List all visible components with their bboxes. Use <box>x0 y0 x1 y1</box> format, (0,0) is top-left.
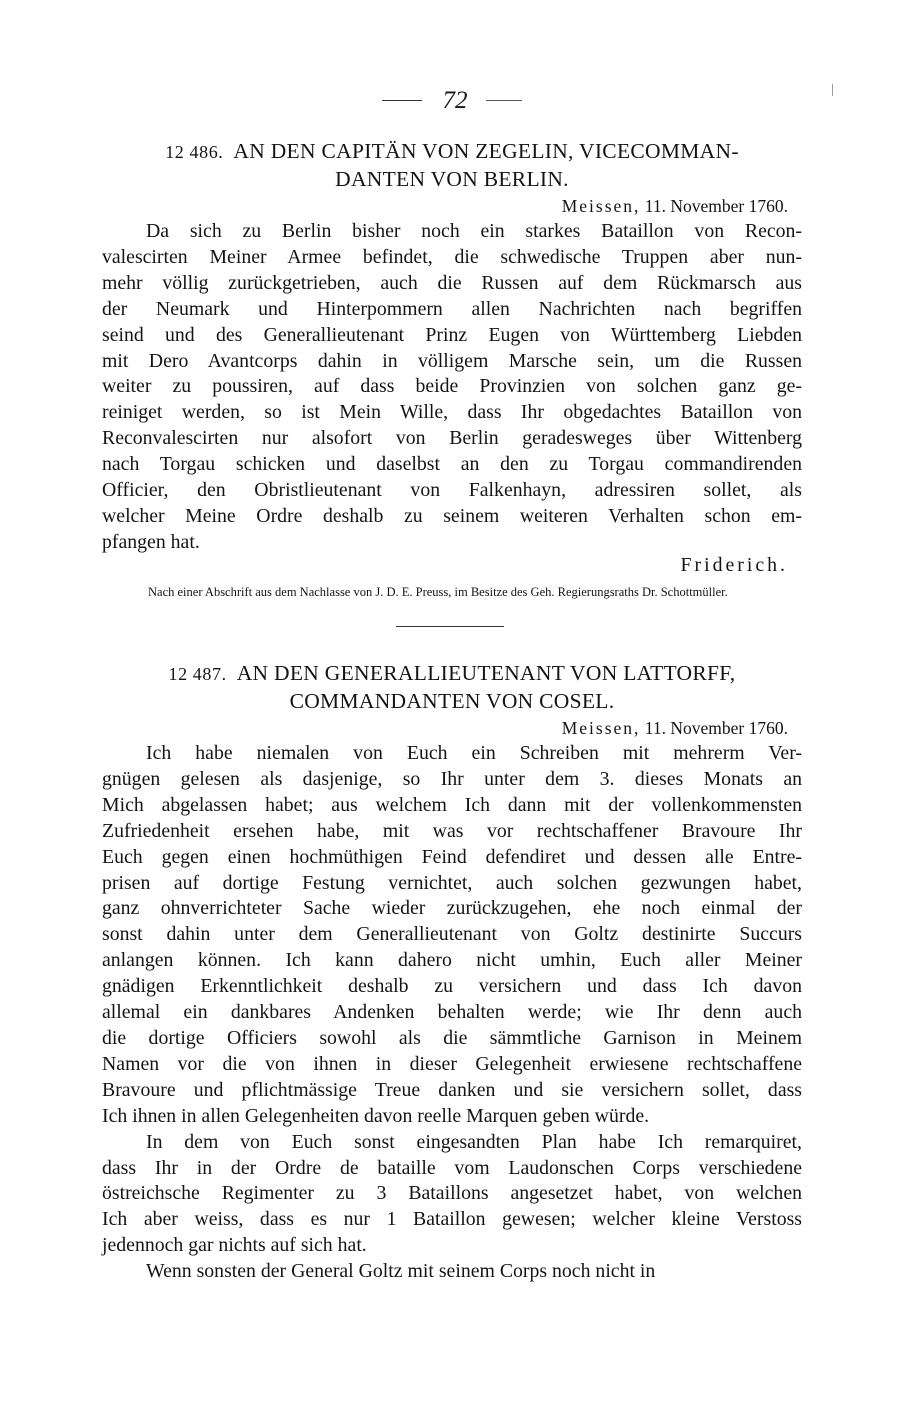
header-rule-left <box>382 100 422 101</box>
source-note: Nach einer Abschrift aus dem Nachlasse von J. D. E. Preuss, im Besitze des Geh. Regierungsraths Dr. Schottmüller. <box>148 584 728 599</box>
header-rule-right <box>486 100 522 101</box>
heading-line <box>102 138 802 166</box>
letter-number: 12 487. <box>168 664 227 684</box>
text-line: Ich ihnen in allen Gelegenheiten davon reelle Marquen geben würde. <box>102 1104 650 1127</box>
page-header <box>0 84 900 118</box>
text-line: gnügen gelesen als dasjenige, so Ihr unter dem 3. dieses Monats an <box>102 767 802 790</box>
text-line: Officier, den Obristlieutenant von Falkenhayn, adressiren sollet, als <box>102 479 802 502</box>
text-line: Ich habe niemalen von Euch ein Schreiben mit mehrerm Ver- <box>146 742 802 764</box>
section-divider <box>396 626 504 627</box>
dateline <box>102 715 788 741</box>
date: 11. November 1760. <box>644 718 788 738</box>
text-line: gnädigen Erkenntlichkeit deshalb zu versichern und dass Ich davon <box>102 975 802 998</box>
page-number: 72 <box>442 87 468 114</box>
text-line: Namen vor die von ihnen in dieser Gelegenheit erwiesene rechtschaffene <box>102 1052 802 1075</box>
text-line: jedennoch gar nichts auf sich hat. <box>102 1234 367 1257</box>
margin-mark <box>832 84 833 96</box>
text-line: In dem von Euch sonst eingesandten Plan habe Ich remarquiret, <box>146 1130 802 1153</box>
text-line: prisen auf dortige Festung vernichtet, auch solchen gezwungen habet, <box>102 871 802 894</box>
letter-body <box>102 219 802 556</box>
text-line: Reconvalescirten nur alsofort von Berlin geradesweges über Wittenberg <box>102 427 802 450</box>
heading-line <box>102 660 802 688</box>
letter-12486 <box>102 138 802 600</box>
place: Meissen, <box>561 196 641 216</box>
text-line: Da sich zu Berlin bisher noch ein starkes Bataillon von Recon- <box>146 220 802 242</box>
text-line: dass Ihr in der Ordre de bataille vom Laudonschen Corps verschiedene <box>102 1156 802 1179</box>
letter-number: 12 486. <box>165 142 224 162</box>
text-line: mehr völlig zurückgetrieben, auch die Russen auf dem Rückmarsch aus <box>102 271 802 294</box>
text-line: Wenn sonsten der General Goltz mit seinem Corps noch nicht in <box>146 1260 656 1283</box>
text-line: anlangen können. Ich kann dahero nicht umhin, Euch aller Meiner <box>102 949 802 972</box>
place: Meissen, <box>561 718 641 738</box>
text-line: valescirten Meiner Armee befindet, die schwedische Truppen aber nun- <box>102 245 802 268</box>
text-line: seind und des Generallieutenant Prinz Eugen von Württemberg Liebden <box>102 323 802 346</box>
text-line: Bravoure und pflichtmässige Treue danken und sie versichern sollet, dass <box>102 1078 802 1101</box>
heading-text: AN DEN CAPITÄN VON ZEGELIN, VICECOMMAN- <box>233 139 739 163</box>
text-line: pfangen hat. <box>102 530 200 553</box>
letter-12487 <box>102 660 802 1285</box>
text-line: sonst dahin unter dem Generallieutenant von Goltz destinirte Succurs <box>102 923 802 946</box>
text-line: die dortige Officiers sowohl als die sämmtliche Garnison in Meinem <box>102 1026 802 1049</box>
text-line: ganz ohnverrichteter Sache wieder zurückzugehen, ehe noch einmal der <box>102 897 802 920</box>
text-line: weiter zu poussiren, auf dass beide Provinzien von solchen ganz ge- <box>102 375 802 398</box>
heading-line: DANTEN VON BERLIN. <box>335 167 569 191</box>
text-line: östreichsche Regimenter zu 3 Bataillons angesetzet habet, von welchen <box>102 1182 802 1205</box>
text-line: Zufriedenheit ersehen habe, mit was vor rechtschaffener Bravoure Ihr <box>102 819 802 842</box>
text-line: allemal ein dankbares Andenken behalten werde; wie Ihr denn auch <box>102 1001 802 1024</box>
letter-heading <box>102 660 802 715</box>
text-line: Euch gegen einen hochmüthigen Feind defendiret und dessen alle Entre- <box>102 845 802 868</box>
text-line: Mich abgelassen habet; aus welchem Ich dann mit der vollenkommensten <box>102 793 802 816</box>
text-line: Ich aber weiss, dass es nur 1 Bataillon gewesen; welcher kleine Verstoss <box>102 1208 802 1231</box>
heading-text: AN DEN GENERALLIEUTENANT VON LATTORFF, <box>236 661 736 685</box>
date: 11. November 1760. <box>644 196 788 216</box>
text-line: nach Torgau schicken und daselbst an den zu Torgau commandirenden <box>102 453 802 476</box>
heading-line: COMMANDANTEN VON COSEL. <box>289 689 615 713</box>
text-line: welcher Meine Ordre deshalb zu seinem weiteren Verhalten schon em- <box>102 504 802 527</box>
letter-body <box>102 741 802 1285</box>
text-line: mit Dero Avantcorps dahin in völligem Marsche sein, um die Russen <box>102 349 802 372</box>
signature: Friderich. <box>680 553 788 576</box>
letter-heading <box>102 138 802 193</box>
dateline <box>102 193 788 219</box>
text-line: der Neumark und Hinterpommern allen Nachrichten nach begriffen <box>102 297 802 320</box>
text-line: reiniget werden, so ist Mein Wille, dass Ihr obgedachtes Bataillon von <box>102 401 802 424</box>
